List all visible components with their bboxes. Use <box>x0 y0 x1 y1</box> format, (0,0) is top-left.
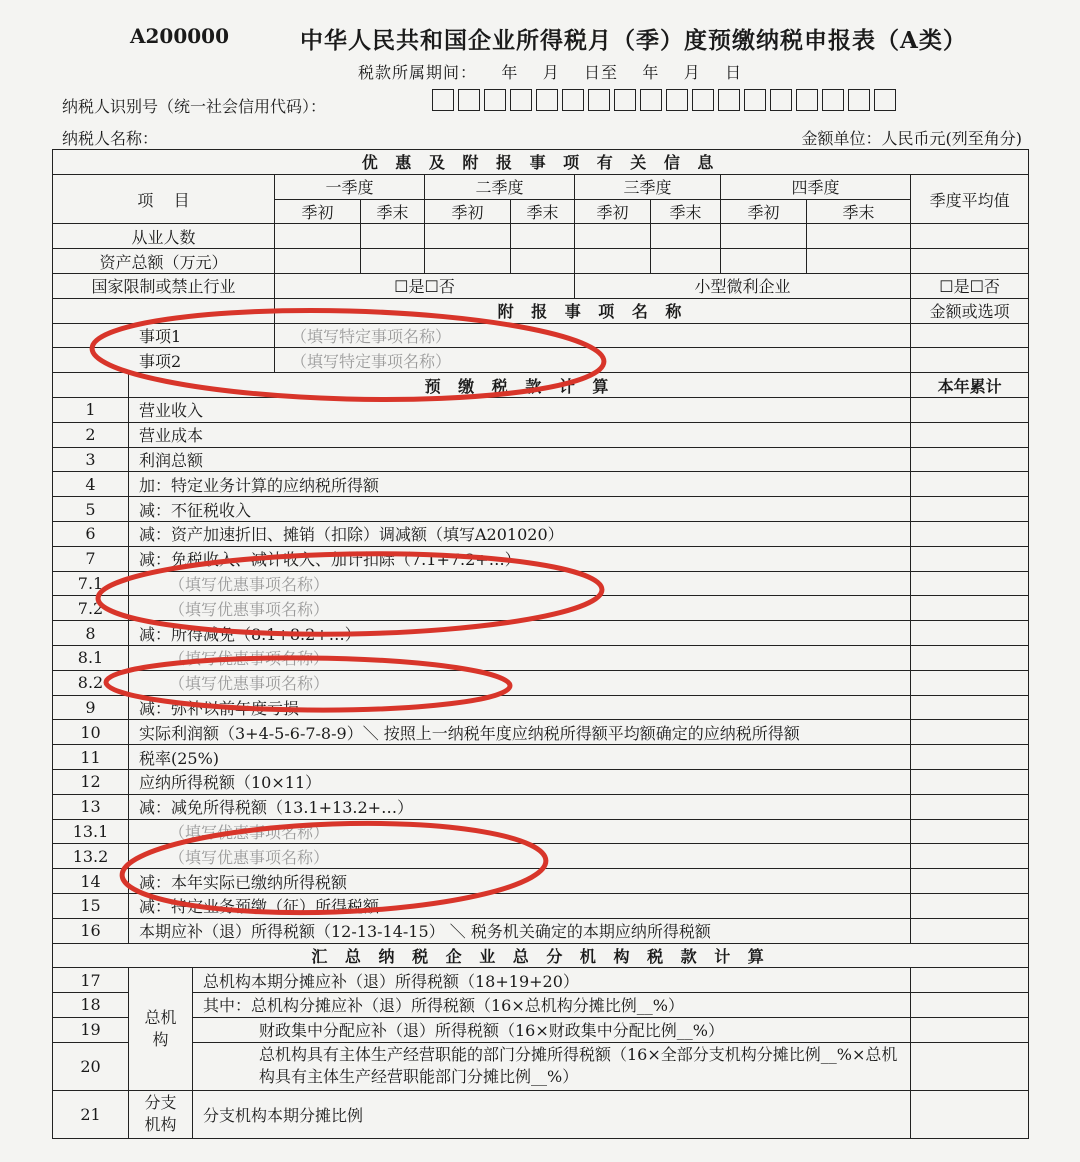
table-row <box>53 422 1029 447</box>
declaration-table <box>52 149 1029 1139</box>
row-label: 减：所得减免（8.1+8.2+…） <box>129 621 911 646</box>
id-digit-box[interactable] <box>718 89 740 111</box>
item-column-header: 项 目 <box>53 174 275 224</box>
ytd-cell[interactable] <box>911 720 1029 745</box>
row-label: 减：本年实际已缴纳所得税额 <box>129 869 911 894</box>
row-number: 5 <box>53 497 129 522</box>
row-label: 总机构本期分摊应补（退）所得税额（18+19+20） <box>193 968 911 993</box>
row-label: 分支机构本期分摊比例 <box>193 1090 911 1138</box>
id-digit-box[interactable] <box>510 89 532 111</box>
ytd-cell[interactable] <box>911 819 1029 844</box>
quarter-start-header: 季初 <box>721 199 807 224</box>
input-cell[interactable] <box>511 249 575 274</box>
ytd-cell[interactable] <box>911 794 1029 819</box>
row-number: 10 <box>53 720 129 745</box>
ytd-cell[interactable] <box>911 1090 1029 1138</box>
small-enterprise-checkbox[interactable]: ☐是☐否 <box>911 273 1029 298</box>
row-number: 2 <box>53 422 129 447</box>
attached-item-label: 事项2 <box>53 348 275 373</box>
ytd-cell[interactable] <box>911 869 1029 894</box>
table-row <box>53 497 1029 522</box>
ytd-cell[interactable] <box>911 397 1029 422</box>
ytd-cell[interactable] <box>911 695 1029 720</box>
ytd-cell[interactable] <box>911 521 1029 546</box>
table-row <box>53 745 1029 770</box>
taxpayer-id-label: 纳税人识别号（统一社会信用代码）： <box>62 97 327 116</box>
input-cell[interactable] <box>651 224 721 249</box>
row-number: 9 <box>53 695 129 720</box>
table-row <box>53 571 1029 596</box>
row-label: 营业收入 <box>129 397 911 422</box>
ytd-cell[interactable] <box>911 968 1029 993</box>
form-code: A200000 <box>130 24 230 48</box>
table-row <box>53 645 1029 670</box>
table-row <box>53 869 1029 894</box>
quarter-header: 三季度 <box>575 174 721 199</box>
row-label: 其中：总机构分摊应补（退）所得税额（16×总机构分摊比例__%） <box>193 993 911 1018</box>
ytd-cell[interactable] <box>911 472 1029 497</box>
row-number: 6 <box>53 521 129 546</box>
ytd-cell[interactable] <box>911 769 1029 794</box>
row-number: 8.1 <box>53 645 129 670</box>
row-label: 减：不征税收入 <box>129 497 911 522</box>
ytd-cell[interactable] <box>911 1042 1029 1090</box>
input-cell[interactable] <box>275 249 361 274</box>
input-cell[interactable] <box>651 249 721 274</box>
table-row <box>53 596 1029 621</box>
total-assets-row <box>53 249 1029 274</box>
quarter-start-header: 季初 <box>275 199 361 224</box>
id-digit-box[interactable] <box>770 89 792 111</box>
row-label: 实际利润额（3+4-5-6-7-8-9）＼ 按照上一纳税年度应纳税所得额平均额确定的应纳税所得额 <box>129 720 911 745</box>
ytd-cell[interactable] <box>911 745 1029 770</box>
id-digit-box[interactable] <box>458 89 480 111</box>
restricted-industry-label: 国家限制或禁止行业 <box>53 273 275 298</box>
attached-items-header-row <box>53 298 1029 323</box>
table-row <box>53 918 1029 943</box>
row-label: 财政集中分配应补（退）所得税额（16×财政集中分配比例__%） <box>193 1017 911 1042</box>
table-row <box>53 397 1029 422</box>
quarter-header: 四季度 <box>721 174 911 199</box>
input-cell[interactable] <box>911 348 1029 373</box>
attached-items-title: 附 报 事 项 名 称 <box>275 298 911 323</box>
pref-item-name-field[interactable]: （填写优惠事项名称） <box>129 571 911 596</box>
input-cell[interactable] <box>911 249 1029 274</box>
ytd-cell[interactable] <box>911 621 1029 646</box>
input-cell[interactable] <box>361 249 425 274</box>
attached-item-row <box>53 323 1029 348</box>
attached-item-row <box>53 348 1029 373</box>
pref-item-name-field[interactable]: （填写优惠事项名称） <box>129 596 911 621</box>
ytd-cell[interactable] <box>911 422 1029 447</box>
ytd-cell[interactable] <box>911 645 1029 670</box>
row-number: 4 <box>53 472 129 497</box>
prepay-header-row <box>53 373 1029 398</box>
row-number: 20 <box>53 1042 129 1090</box>
attached-item-label: 事项1 <box>53 323 275 348</box>
quarter-end-header: 季末 <box>651 199 721 224</box>
section-title-prepay: 预 缴 税 款 计 算 <box>129 373 911 398</box>
section-title-preferential: 优 惠 及 附 报 事 项 有 关 信 息 <box>53 150 1029 175</box>
small-enterprise-label: 小型微利企业 <box>575 273 911 298</box>
input-cell[interactable] <box>807 249 911 274</box>
row-label: 减：弥补以前年度亏损 <box>129 695 911 720</box>
row-number: 7.1 <box>53 571 129 596</box>
input-cell[interactable] <box>911 224 1029 249</box>
input-cell[interactable] <box>911 323 1029 348</box>
input-cell[interactable] <box>721 249 807 274</box>
table-row <box>53 968 1029 993</box>
id-digit-box[interactable] <box>822 89 844 111</box>
pref-item-name-field[interactable]: （填写优惠事项名称） <box>129 844 911 869</box>
row-number: 14 <box>53 869 129 894</box>
row-number: 8.2 <box>53 670 129 695</box>
id-digit-box[interactable] <box>614 89 636 111</box>
row-number: 18 <box>53 993 129 1018</box>
table-row <box>53 695 1029 720</box>
row-label: 减：免税收入、减计收入、加计扣除（7.1+7.2+…） <box>129 546 911 571</box>
section-title-consolidated: 汇 总 纳 税 企 业 总 分 机 构 税 款 计 算 <box>53 943 1029 968</box>
input-cell[interactable] <box>425 249 511 274</box>
id-digit-box[interactable] <box>796 89 818 111</box>
input-cell[interactable] <box>425 224 511 249</box>
industry-row <box>53 273 1029 298</box>
table-row <box>53 720 1029 745</box>
row-number: 3 <box>53 447 129 472</box>
id-digit-box[interactable] <box>588 89 610 111</box>
row-number: 7 <box>53 546 129 571</box>
row-label: 加：特定业务计算的应纳税所得额 <box>129 472 911 497</box>
id-digit-box[interactable] <box>848 89 870 111</box>
table-row <box>53 993 1029 1018</box>
id-digit-box[interactable] <box>640 89 662 111</box>
ytd-header: 本年累计 <box>911 373 1029 398</box>
id-digit-box[interactable] <box>874 89 896 111</box>
row-number: 21 <box>53 1090 129 1138</box>
input-cell[interactable] <box>361 224 425 249</box>
ytd-cell[interactable] <box>911 447 1029 472</box>
input-cell[interactable] <box>807 224 911 249</box>
row-label: 本期应补（退）所得税额（12-13-14-15） ＼ 税务机关确定的本期应纳所得税额 <box>129 918 911 943</box>
row-label: 减：减免所得税额（13.1+13.2+…） <box>129 794 911 819</box>
head-office-label: 总机构 <box>129 968 193 1090</box>
table-row <box>53 844 1029 869</box>
row-label: 税率(25%) <box>129 745 911 770</box>
row-number: 7.2 <box>53 596 129 621</box>
table-row <box>53 1090 1029 1138</box>
row-label: 利润总额 <box>129 447 911 472</box>
special-item-name-field[interactable]: （填写特定事项名称） <box>275 323 911 348</box>
employees-row <box>53 224 1029 249</box>
amount-unit: 金额单位：人民币元(列至角分) <box>801 129 1022 148</box>
table-row <box>53 472 1029 497</box>
row-number: 17 <box>53 968 129 993</box>
table-row <box>53 819 1029 844</box>
quarter-average-header: 季度平均值 <box>911 174 1029 224</box>
row-number: 15 <box>53 893 129 918</box>
row-number: 1 <box>53 397 129 422</box>
id-digit-box[interactable] <box>562 89 584 111</box>
row-number: 16 <box>53 918 129 943</box>
input-cell[interactable] <box>511 224 575 249</box>
ytd-cell[interactable] <box>911 993 1029 1018</box>
row-number: 13.2 <box>53 844 129 869</box>
table-row <box>53 769 1029 794</box>
input-cell[interactable] <box>575 224 651 249</box>
quarter-start-header: 季初 <box>425 199 511 224</box>
pref-item-name-field[interactable]: （填写优惠事项名称） <box>129 670 911 695</box>
pref-item-name-field[interactable]: （填写优惠事项名称） <box>129 645 911 670</box>
id-digit-box[interactable] <box>692 89 714 111</box>
row-label: 应纳所得税额（10×11） <box>129 769 911 794</box>
ytd-cell[interactable] <box>911 918 1029 943</box>
amount-or-option-header: 金额或选项 <box>911 298 1029 323</box>
row-number: 19 <box>53 1017 129 1042</box>
ytd-cell[interactable] <box>911 844 1029 869</box>
taxpayer-name-label: 纳税人名称： <box>62 129 159 148</box>
employees-label: 从业人数 <box>53 224 275 249</box>
ytd-cell[interactable] <box>911 670 1029 695</box>
quarter-end-header: 季末 <box>361 199 425 224</box>
form-title: 中华人民共和国企业所得税月（季）度预缴纳税申报表（A类） <box>300 27 967 54</box>
id-digit-box[interactable] <box>484 89 506 111</box>
row-label: 营业成本 <box>129 422 911 447</box>
ytd-cell[interactable] <box>911 1017 1029 1042</box>
row-number: 12 <box>53 769 129 794</box>
id-digit-box[interactable] <box>666 89 688 111</box>
special-item-name-field[interactable]: （填写特定事项名称） <box>275 348 911 373</box>
tax-period: 税款所属期间： 年 月 日至 年 月 日 <box>358 63 743 82</box>
id-digit-box[interactable] <box>536 89 558 111</box>
branch-label: 分支机构 <box>129 1090 193 1138</box>
row-label: 减：特定业务预缴（征）所得税额 <box>129 893 911 918</box>
table-row <box>53 670 1029 695</box>
quarter-end-header: 季末 <box>511 199 575 224</box>
input-cell[interactable] <box>575 249 651 274</box>
input-cell[interactable] <box>275 224 361 249</box>
quarter-header: 二季度 <box>425 174 575 199</box>
row-number: 13 <box>53 794 129 819</box>
consolidated-header-row <box>53 943 1029 968</box>
ytd-cell[interactable] <box>911 497 1029 522</box>
ytd-cell[interactable] <box>911 596 1029 621</box>
table-row <box>53 447 1029 472</box>
table-row <box>53 521 1029 546</box>
quarter-header: 一季度 <box>275 174 425 199</box>
ytd-cell[interactable] <box>911 571 1029 596</box>
quarter-end-header: 季末 <box>807 199 911 224</box>
total-assets-label: 资产总额（万元） <box>53 249 275 274</box>
quarter-start-header: 季初 <box>575 199 651 224</box>
row-label: 减：资产加速折旧、摊销（扣除）调减额（填写A201020） <box>129 521 911 546</box>
ytd-cell[interactable] <box>911 893 1029 918</box>
id-digit-box[interactable] <box>744 89 766 111</box>
section-header-row <box>53 150 1029 175</box>
restricted-industry-checkbox[interactable]: ☐是☐否 <box>275 273 575 298</box>
ytd-cell[interactable] <box>911 546 1029 571</box>
id-digit-box[interactable] <box>432 89 454 111</box>
taxpayer-id-boxes[interactable] <box>432 89 896 111</box>
input-cell[interactable] <box>721 224 807 249</box>
row-label: 总机构具有主体生产经营职能的部门分摊所得税额（16×全部分支机构分摊比例__%×总机构具有主体生产经营职能部门分摊比例__%） <box>193 1042 911 1090</box>
table-row <box>53 546 1029 571</box>
row-number: 8 <box>53 621 129 646</box>
table-row <box>53 1017 1029 1042</box>
table-row <box>53 893 1029 918</box>
table-row <box>53 794 1029 819</box>
row-number: 13.1 <box>53 819 129 844</box>
row-number: 11 <box>53 745 129 770</box>
pref-item-name-field[interactable]: （填写优惠事项名称） <box>129 819 911 844</box>
table-row <box>53 1042 1029 1090</box>
table-row <box>53 621 1029 646</box>
